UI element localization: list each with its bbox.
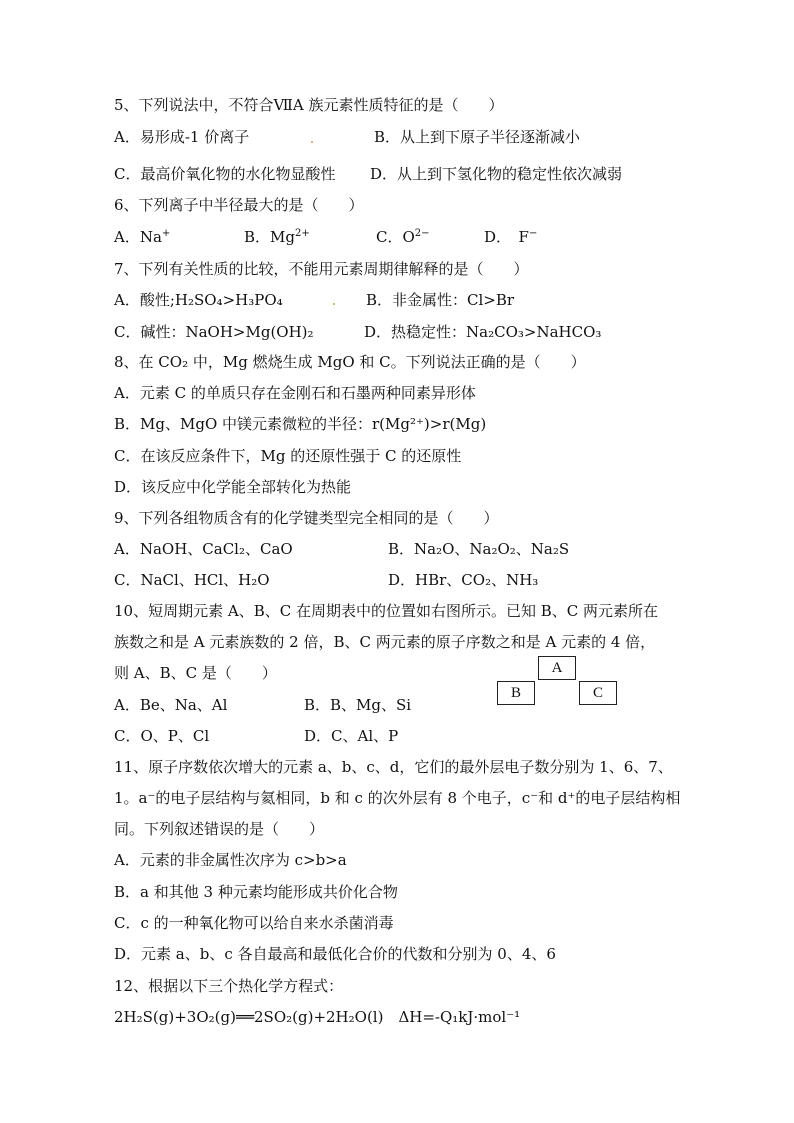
table-cell-b: B	[497, 681, 535, 705]
q6-stem: 6、下列离子中半径最大的是（ ）	[114, 196, 364, 214]
q9-option-d: D．HBr、CO₂、NH₃	[388, 571, 539, 589]
stray-mark	[333, 303, 335, 305]
q6-option-a: A．Na+	[114, 228, 171, 246]
q11-stem-line2: 1。a⁻的电子层结构与氦相同，b 和 c 的次外层有 8 个电子，c⁻和 d⁺的电子层结构相	[114, 789, 681, 807]
q10-option-b: B．B、Mg、Si	[304, 696, 412, 714]
q9-option-a: A．NaOH、CaCl₂、CaO	[114, 540, 293, 558]
q5-option-a: A．易形成-1 价离子	[114, 128, 250, 146]
q6-option-c: C．$O^{2-}$	[376, 228, 430, 246]
q11-stem-line1: 11、原子序数依次增大的元素 a、b、c、d，它们的最外层电子数分别为 1、6、7、	[114, 758, 673, 776]
q7-option-c: C．碱性：NaOH>Mg(OH)₂	[114, 323, 314, 341]
q8-stem: 8、在 CO₂ 中，Mg 燃烧生成 MgO 和 C。下列说法正确的是（ ）	[114, 353, 586, 371]
q10-stem-line2: 族数之和是 A 元素族数的 2 倍，B、C 两元素的原子序数之和是 A 元素的 4 倍，	[114, 633, 656, 651]
q7-option-d: D．热稳定性：Na₂CO₃>NaHCO₃	[364, 323, 602, 341]
stray-mark	[311, 141, 313, 143]
q12-stem: 12、根据以下三个热化学方程式：	[114, 977, 344, 995]
q8-option-d: D．该反应中化学能全部转化为热能	[114, 478, 352, 496]
q9-option-c: C．NaCl、HCl、H₂O	[114, 571, 270, 589]
q9-option-b: B．Na₂O、Na₂O₂、Na₂S	[388, 540, 570, 558]
q9-stem: 9、下列各组物质含有的化学键类型完全相同的是（ ）	[114, 509, 499, 527]
q10-option-a: A．Be、Na、Al	[114, 696, 228, 714]
q7-stem: 7、下列有关性质的比较，不能用元素周期律解释的是（ ）	[114, 260, 529, 278]
q5-option-d: D．从上到下氢化物的稳定性依次减弱	[370, 165, 623, 183]
q11-option-b: B．a 和其他 3 种元素均能形成共价化合物	[114, 883, 398, 901]
q7-option-a: A．酸性;H₂SO₄>H₃PO₄	[114, 291, 283, 309]
q10-stem-line3: 则 A、B、C 是（ ）	[114, 664, 277, 682]
q5-option-c: C．最高价氧化物的水化物显酸性	[114, 165, 336, 183]
table-cell-a: A	[538, 656, 576, 680]
q6-option-d: D． F−	[484, 228, 538, 246]
q11-stem-line3: 同。下列叙述错误的是（ ）	[114, 820, 325, 838]
q10-stem-line1: 10、短周期元素 A、B、C 在周期表中的位置如右图所示。已知 B、C 两元素所在	[114, 602, 658, 620]
q12-equation-1: 2H₂S(g)+3O₂(g)══2SO₂(g)+2H₂O(l) ΔH=-Q₁kJ·mol⁻¹	[114, 1008, 521, 1026]
q8-option-c: C．在该反应条件下，Mg 的还原性强于 C 的还原性	[114, 447, 462, 465]
q8-option-b: B．Mg、MgO 中镁元素微粒的半径：r(Mg²⁺)>r(Mg)	[114, 415, 487, 433]
q11-option-c: C．c 的一种氧化物可以给自来水杀菌消毒	[114, 914, 394, 932]
q11-option-d: D．元素 a、b、c 各自最高和最低化合价的代数和分别为 0、4、6	[114, 945, 556, 963]
q11-option-a: A．元素的非金属性次序为 c>b>a	[114, 851, 347, 869]
q6-option-b: B．$Mg^{2+}$	[244, 228, 310, 246]
q5-stem: 5、下列说法中，不符合ⅦA 族元素性质特征的是（ ）	[114, 96, 504, 114]
q5-option-b: B．从上到下原子半径逐渐减小	[374, 128, 581, 146]
q10-option-c: C．O、P、Cl	[114, 727, 210, 745]
q10-option-d: D．C、Al、P	[304, 727, 399, 745]
table-cell-c: C	[579, 681, 617, 705]
q7-option-b: B．非金属性：Cl>Br	[366, 291, 515, 309]
q8-option-a: A．元素 C 的单质只存在金刚石和石墨两种同素异形体	[114, 384, 476, 402]
